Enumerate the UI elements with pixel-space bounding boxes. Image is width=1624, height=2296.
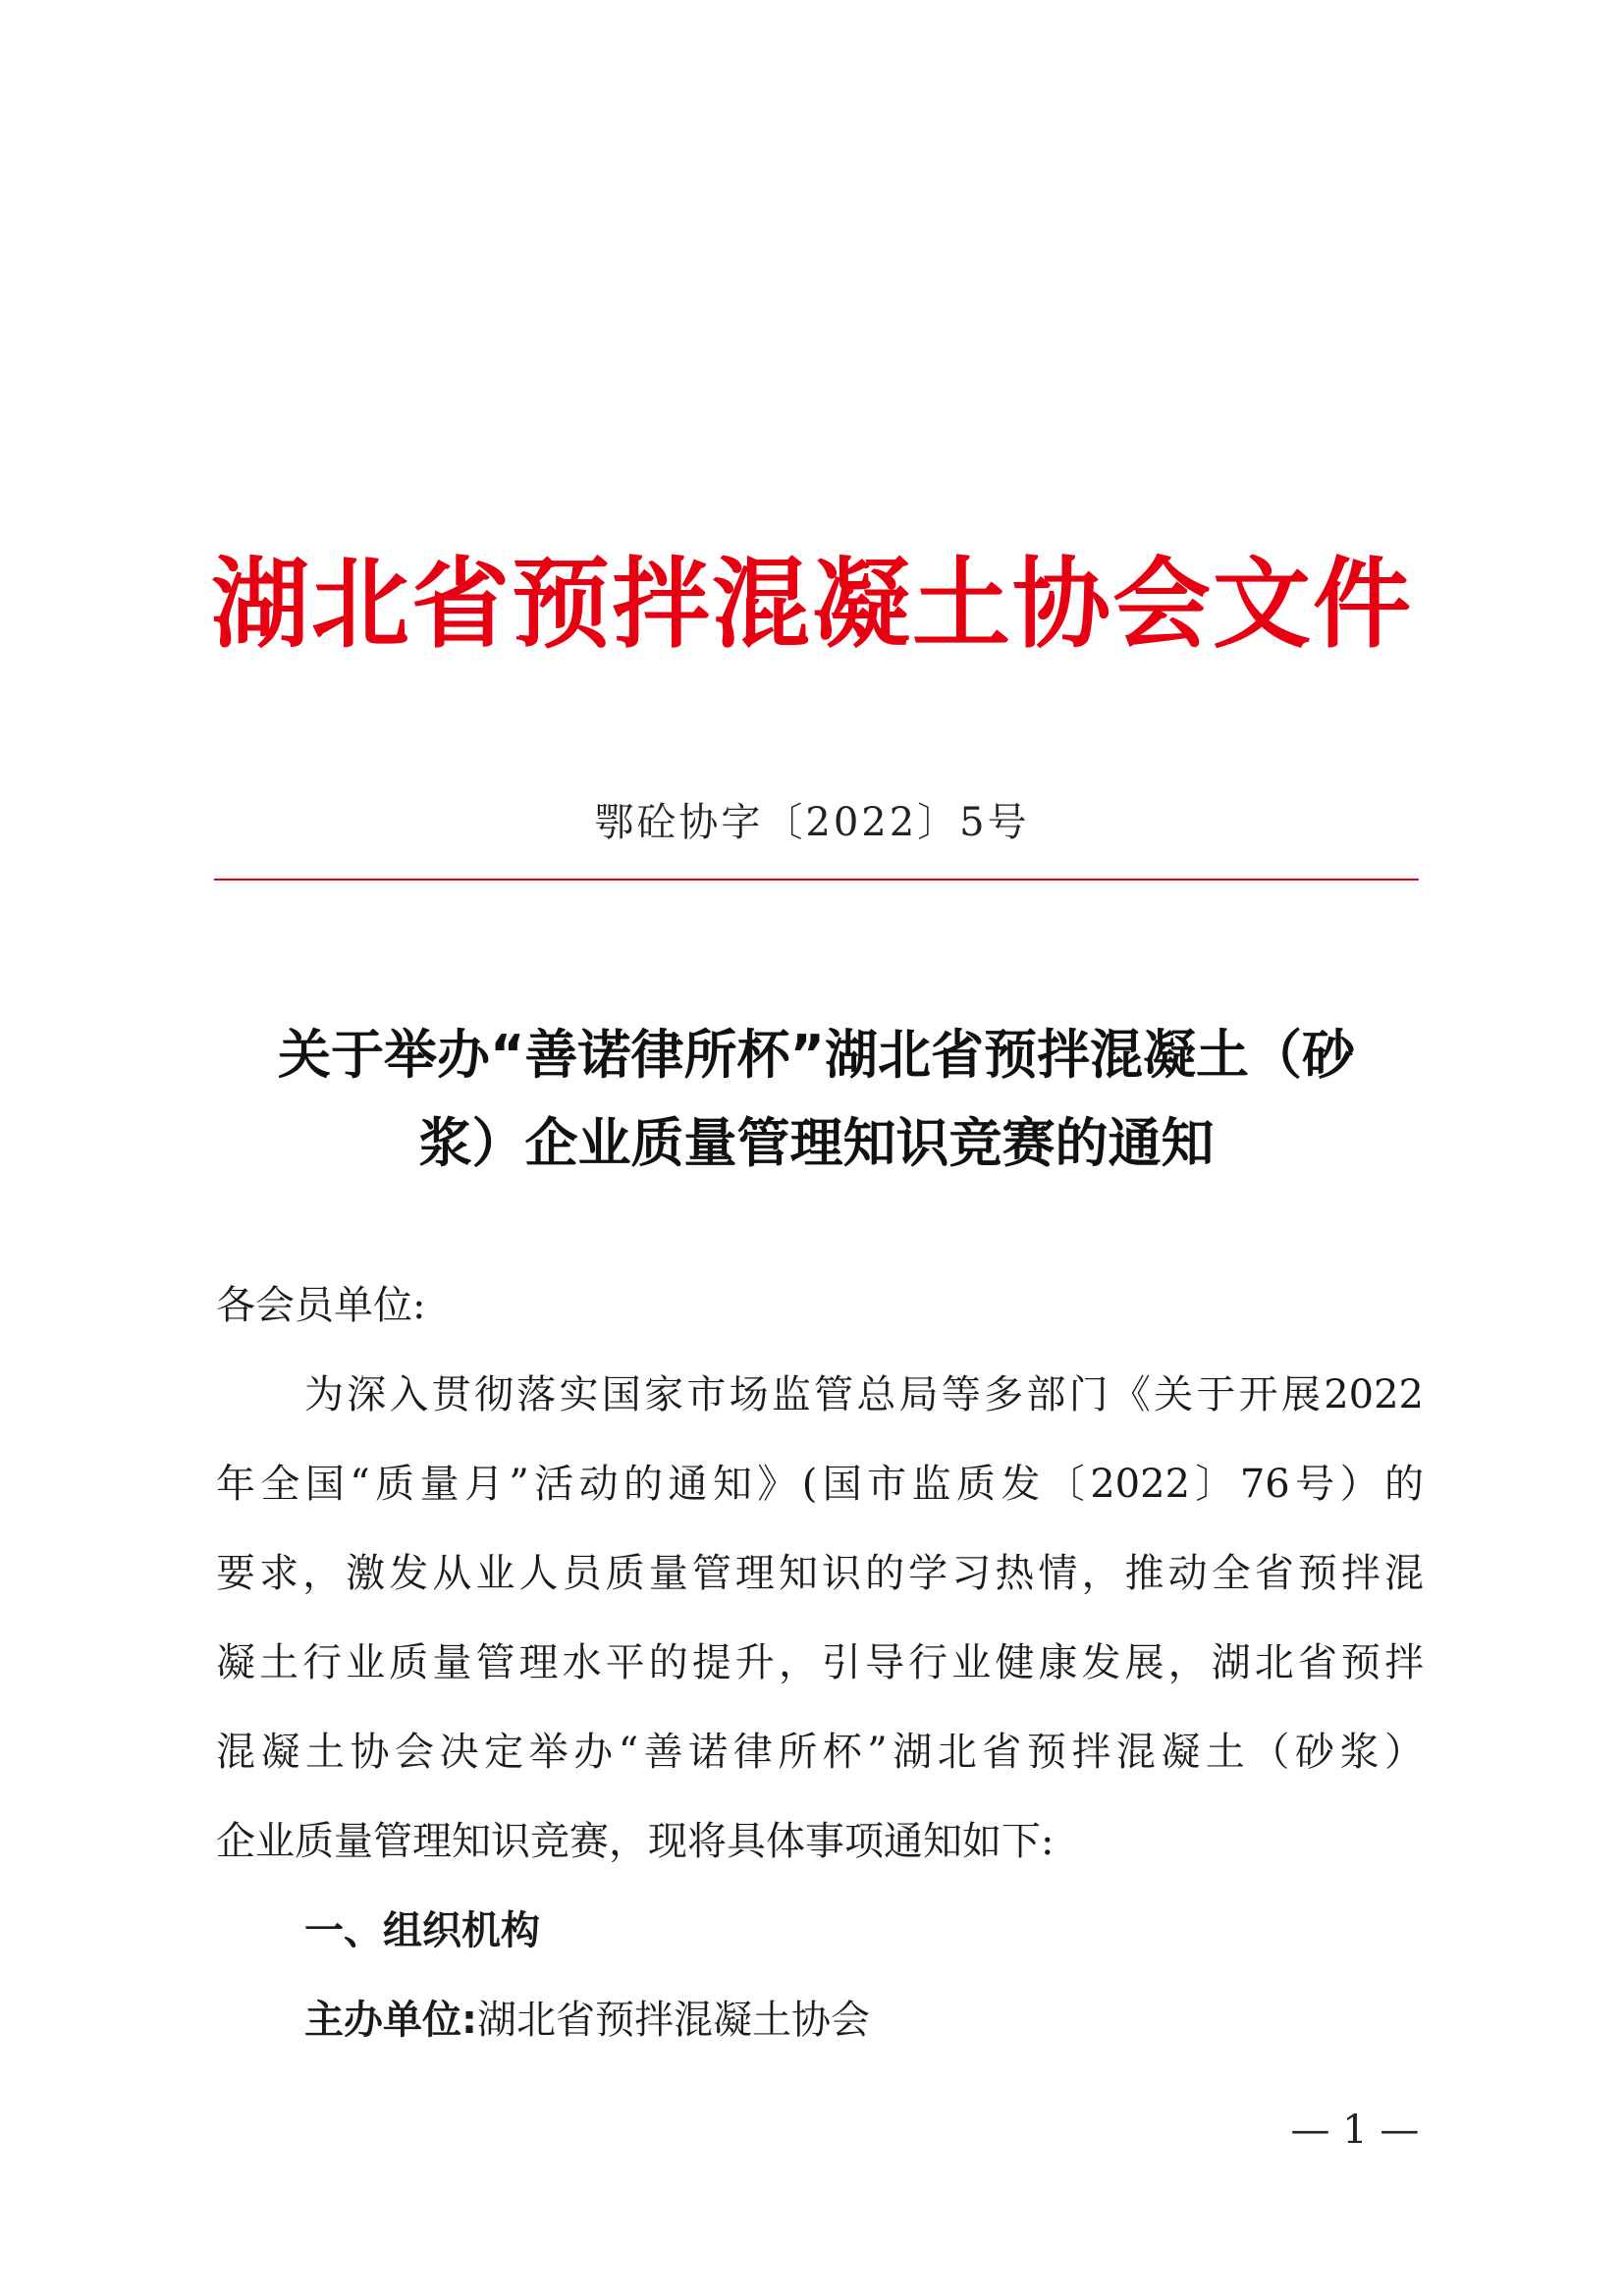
host-unit-label: 主办单位: (304, 1998, 477, 2043)
section-heading-organization: 一、组织机构 (304, 1908, 540, 1953)
host-unit-line (216, 1976, 1424, 2065)
document-body (216, 1261, 1424, 2065)
document-title-line-1: 关于举办“善诺律所杯”湖北省预拌混凝土（砂 (278, 1024, 1355, 1086)
paragraph-line: 为深入贯彻落实国家市场监管总局等多部门《关于开展2022 (304, 1372, 1424, 1417)
host-unit-value: 湖北省预拌混凝土协会 (477, 1998, 870, 2043)
paragraph-line: 年全国“质量月”活动的通知》(国市监质发〔2022〕76号）的 (216, 1462, 1424, 1507)
intro-paragraph (216, 1351, 1424, 1887)
document-title (214, 1011, 1419, 1188)
page-number: — 1 — (1290, 2108, 1420, 2153)
header-divider (214, 879, 1419, 881)
org-header-title: 湖北省预拌混凝土协会文件 (211, 546, 1413, 662)
document-number: 鄂砼协字〔2022〕5号 (594, 800, 1030, 845)
paragraph-line: 要求，激发从业人员质量管理知识的学习热情，推动全省预拌混 (216, 1551, 1424, 1596)
paragraph-line: 企业质量管理知识竞赛，现将具体事项通知如下: (216, 1819, 1055, 1864)
paragraph-line: 凝土行业质量管理水平的提升，引导行业健康发展，湖北省预拌 (216, 1640, 1424, 1685)
document-title-line-2: 浆）企业质量管理知识竞赛的通知 (418, 1112, 1215, 1174)
paragraph-line: 混凝土协会决定举办“善诺律所杯”湖北省预拌混凝土（砂浆） (216, 1730, 1424, 1775)
salutation: 各会员单位: (216, 1283, 426, 1328)
